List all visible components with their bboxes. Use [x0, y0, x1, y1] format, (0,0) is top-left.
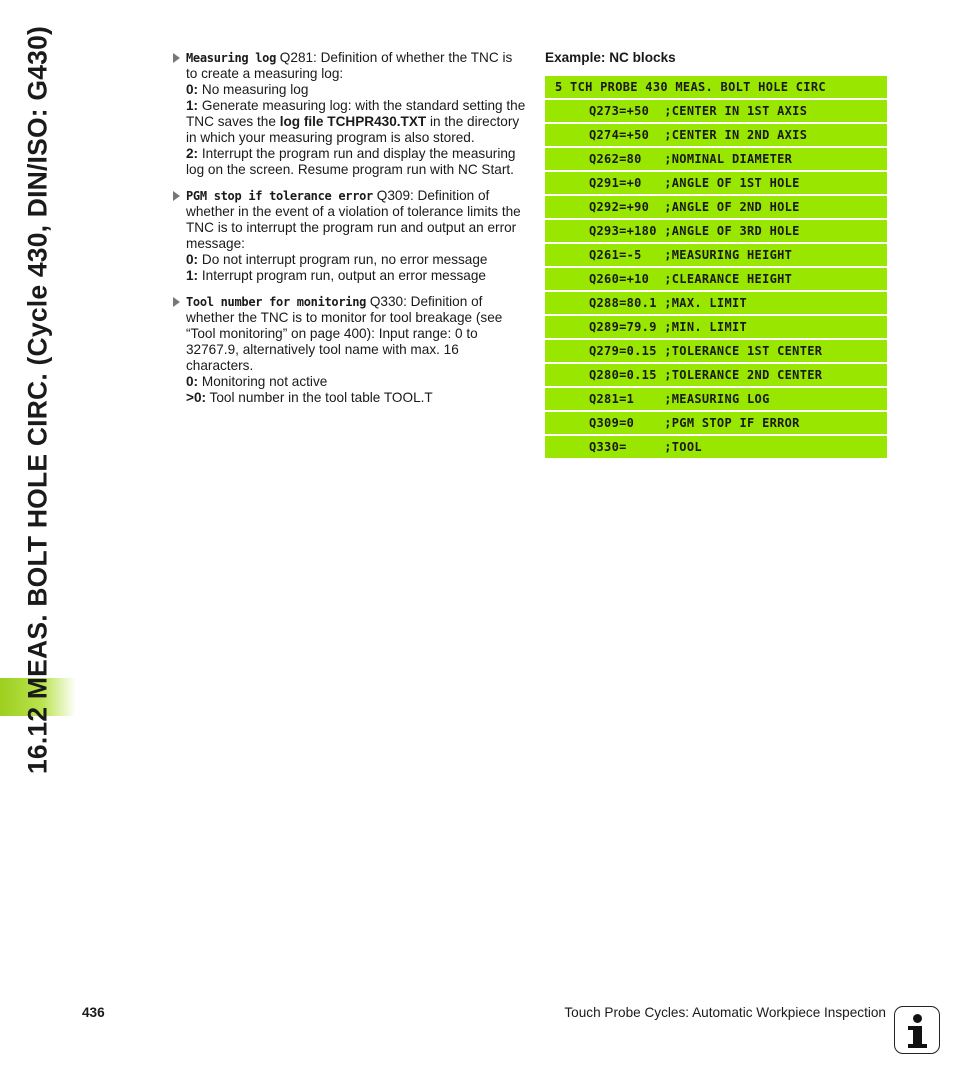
chapter-sidebar: [0, 0, 76, 1091]
option-label: 0:: [186, 374, 199, 389]
page-number: 436: [82, 1005, 105, 1020]
nc-block-line: Q280=0.15 ;TOLERANCE 2ND CENTER: [545, 364, 887, 386]
nc-example: [545, 50, 887, 460]
nc-block-line: Q262=80 ;NOMINAL DIAMETER: [545, 148, 887, 170]
param-intro: Q309: Definition of whether in the event of a violation of tolerance limits the TNC is to interrupt the program run and output an error message:: [186, 188, 521, 251]
nc-block-line: Q273=+50 ;CENTER IN 1ST AXIS: [545, 100, 887, 122]
option-label: 1:: [186, 268, 199, 283]
option-text: No measuring log: [198, 82, 309, 97]
parameter-descriptions: [170, 50, 526, 416]
param-pgm-stop: [170, 188, 526, 284]
param-name: Measuring log: [186, 51, 277, 65]
triangle-bullet-icon: [173, 297, 180, 307]
nc-block-line: Q260=+10 ;CLEARANCE HEIGHT: [545, 268, 887, 290]
option-text: Interrupt program run, output an error message: [198, 268, 486, 283]
nc-block-line: Q274=+50 ;CENTER IN 2ND AXIS: [545, 124, 887, 146]
nc-block-line: Q279=0.15 ;TOLERANCE 1ST CENTER: [545, 340, 887, 362]
chapter-title: Touch Probe Cycles: Automatic Workpiece Inspection: [564, 1005, 886, 1020]
option-label: >0:: [186, 390, 207, 405]
nc-block-line: Q309=0 ;PGM STOP IF ERROR: [545, 412, 887, 434]
option-text: Monitoring not active: [198, 374, 328, 389]
param-intro: Q281: Definition of whether the TNC is to create a measuring log:: [186, 50, 513, 81]
info-icon: [894, 1006, 940, 1054]
option-text: Tool number in the tool table TOOL.T: [206, 390, 433, 405]
log-file-name: log file TCHPR430.TXT: [279, 114, 427, 129]
section-title-vertical: 16.12 MEAS. BOLT HOLE CIRC. (Cycle 430, DIN/ISO: G430): [22, 25, 53, 775]
param-name: PGM stop if tolerance error: [186, 189, 373, 203]
param-tool-number: [170, 294, 526, 406]
option-text: in the directory in which your measuring program is also stored.: [186, 114, 520, 145]
option-label: 2:: [186, 146, 199, 161]
nc-block-line: 5 TCH PROBE 430 MEAS. BOLT HOLE CIRC: [545, 76, 887, 98]
nc-block-line: Q289=79.9 ;MIN. LIMIT: [545, 316, 887, 338]
option-text: Generate measuring log: with the standard setting the TNC saves the: [186, 98, 526, 129]
triangle-bullet-icon: [173, 191, 180, 201]
param-name: Tool number for monitoring: [186, 295, 367, 309]
nc-block-line: Q293=+180 ;ANGLE OF 3RD HOLE: [545, 220, 887, 242]
option-label: 0:: [186, 82, 199, 97]
nc-block-line: Q288=80.1 ;MAX. LIMIT: [545, 292, 887, 314]
nc-block-line: Q330= ;TOOL: [545, 436, 887, 458]
triangle-bullet-icon: [173, 53, 180, 63]
param-measuring-log: [170, 50, 526, 178]
nc-block-line: Q291=+0 ;ANGLE OF 1ST HOLE: [545, 172, 887, 194]
example-title: Example: NC blocks: [545, 50, 676, 65]
param-intro: Q330: Definition of whether the TNC is to monitor for tool breakage (see “Tool monitoring” on page 400): Input range: 0 to 32767.9, alternatively tool name with max. 16 characters.: [186, 294, 503, 373]
option-label: 1:: [186, 98, 199, 113]
option-text: Do not interrupt program run, no error message: [198, 252, 488, 267]
option-label: 0:: [186, 252, 199, 267]
nc-block-line: Q281=1 ;MEASURING LOG: [545, 388, 887, 410]
nc-block-line: Q292=+90 ;ANGLE OF 2ND HOLE: [545, 196, 887, 218]
option-text: Interrupt the program run and display the measuring log on the screen. Resume program run with NC Start.: [186, 146, 516, 177]
nc-block-line: Q261=-5 ;MEASURING HEIGHT: [545, 244, 887, 266]
